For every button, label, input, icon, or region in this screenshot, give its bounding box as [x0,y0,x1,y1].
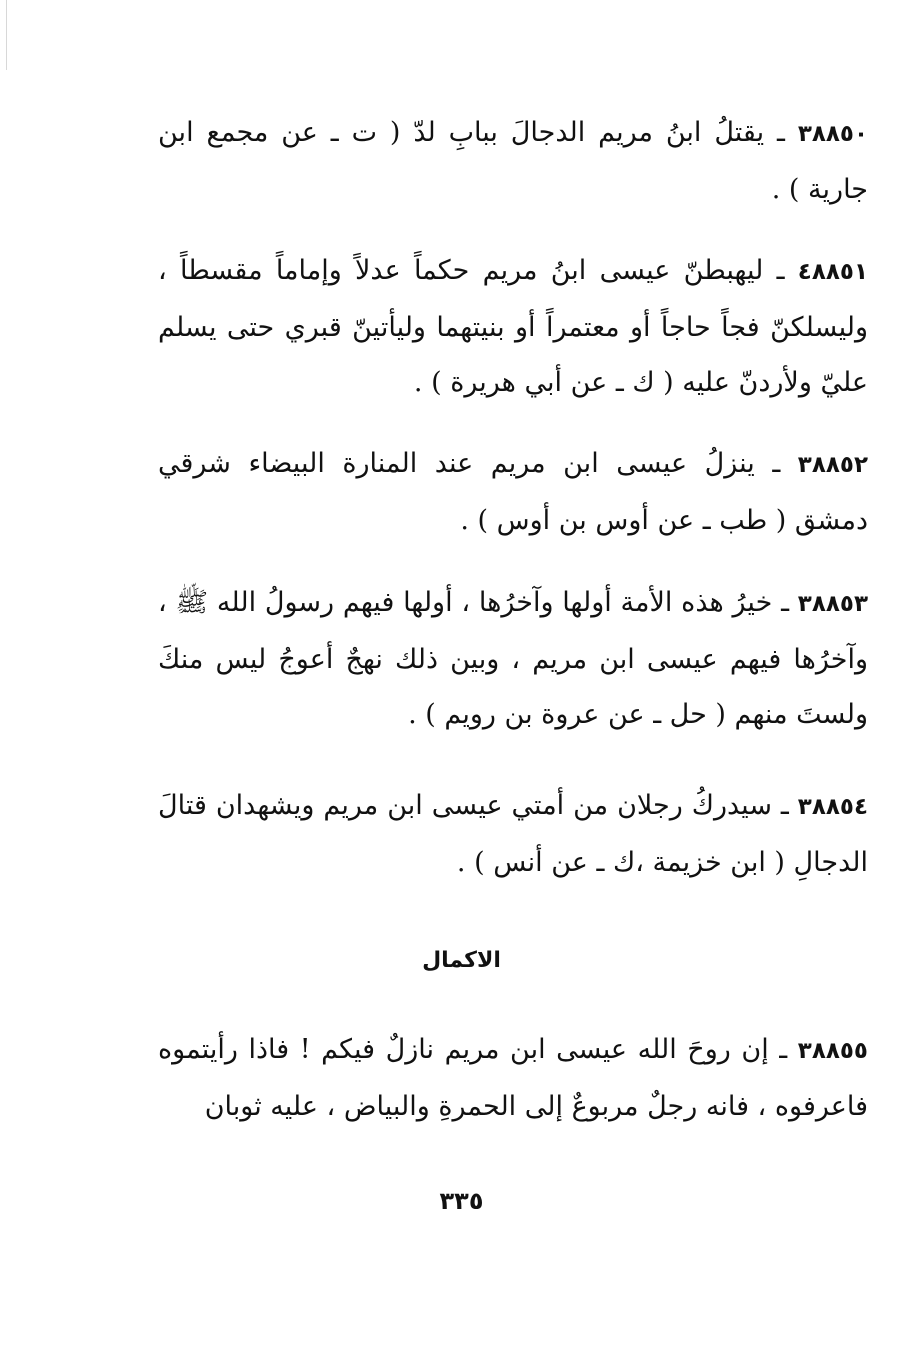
hadith-entry [158,1022,868,1134]
hadith-entry [158,243,868,410]
entry-text: ـ يقتلُ ابنُ مريم الدجالَ ببابِ لدّ ( ت ـ عن مجمع ابن جارية ) . [158,117,868,205]
entry-text: ـ خيرُ هذه الأمة أولها وآخرُها ، أولها فيهم رسولُ الله ﷺ ، وآخرُها فيهم عيسى ابن مريم ، وبين ذلك نهجٌ أعوجُ ليس منكَ ولستَ منهم ( حل ـ عن عروة بن رويم ) . [158,587,868,730]
entry-number: ٣٨٨٥٥ [797,1038,868,1064]
section-heading: الاكمال [422,948,501,973]
entry-number: ٣٨٨٥٤ [797,794,868,820]
entry-number: ٤٨٨٥١ [797,259,868,285]
margin-mark [6,0,7,70]
hadith-entry [158,105,868,217]
page-number: ٣٣٥ [439,1187,484,1215]
entry-number: ٣٨٨٥٢ [797,452,868,478]
entry-text: ـ ينزلُ عيسى ابن مريم عند المنارة البيضاء شرقي دمشق ( طب ـ عن أوس بن أوس ) . [158,448,868,536]
entry-text: ـ ليهبطنّ عيسى ابنُ مريم حكماً عدلاً وإماماً مقسطاً ، وليسلكنّ فجاً حاجاً أو معتمراً أو بنيتهما وليأتينّ قبري حتى يسلم عليّ ولأردنّ عليه ( ك ـ عن أبي هريرة ) . [158,255,868,398]
hadith-entry [158,575,868,742]
hadith-entry [158,778,868,890]
entry-text: ـ إن روحَ الله عيسى ابن مريم نازلٌ فيكم ! فاذا رأيتموه فاعرفوه ، فانه رجلٌ مربوعٌ إلى الحمرةِ والبياض ، عليه ثوبان [158,1034,868,1122]
entry-number: ٣٨٨٥٣ [797,591,868,617]
entry-number: ٣٨٨٥٠ [797,121,869,147]
hadith-entry [158,436,868,548]
entry-text: ـ سيدركُ رجلان من أمتي عيسى ابن مريم ويشهدان قتالَ الدجالِ ( ابن خزيمة ،ك ـ عن أنس ) . [158,790,868,878]
